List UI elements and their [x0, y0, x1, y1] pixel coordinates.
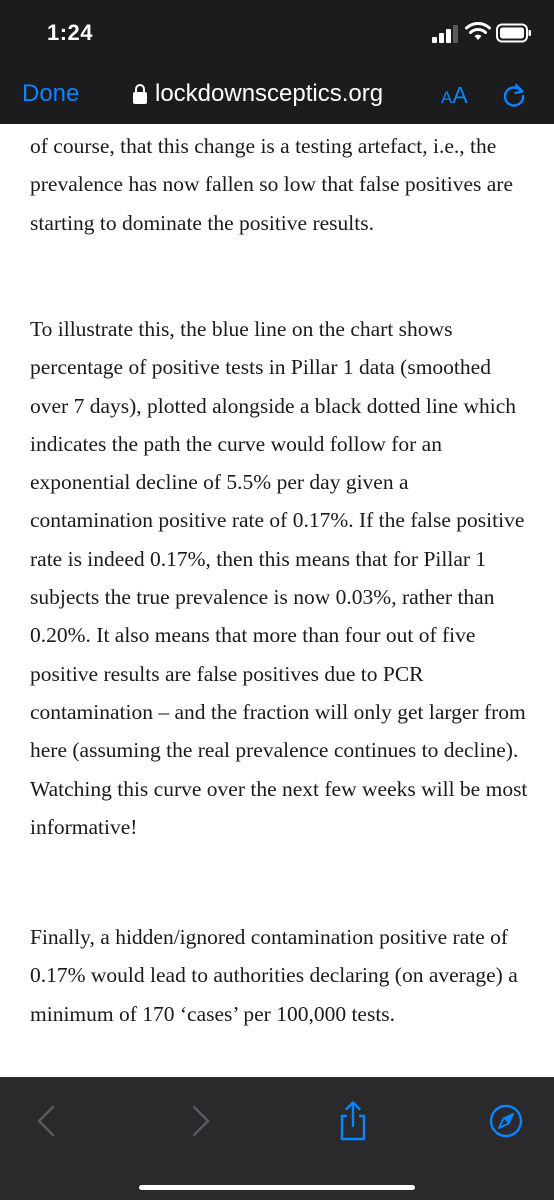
reader-label-small: A — [441, 88, 453, 107]
safari-view-nav-bar — [0, 68, 554, 124]
reload-icon[interactable] — [500, 82, 528, 110]
article-content — [0, 124, 554, 1077]
status-time: 1:24 — [47, 20, 94, 45]
safari-compass-icon[interactable] — [486, 1099, 526, 1143]
done-button[interactable]: Done — [22, 80, 80, 107]
article-paragraph-3: Finally, a hidden/ignored contamination positive rate of 0.17% would lead to authorities declaring (on average) a minimum of 170 ‘cases’ per 100,000 tests. — [30, 925, 518, 1026]
back-icon[interactable] — [26, 1099, 66, 1143]
article-paragraph-1: of course, that this change is a testing artefact, i.e., the prevalence has now fallen so low that false positives are starting to dominate the positive results. — [30, 134, 513, 235]
cellular-signal-icon — [432, 25, 460, 43]
article-paragraph-2: To illustrate this, the blue line on the chart shows percentage of positive tests in Pillar 1 data (smoothed over 7 days), plotted alongside a black dotted line which indicates the path the curve would follow for an exponential decline of 5.5% per day given a contamination positive rate of 0.17%. If the false positive rate is indeed 0.17%, then this means that for Pillar 1 subjects the true prevalence is now 0.03%, rather than 0.20%. It also means that more than four out of five positive results are false positives due to PCR contamination – and the fraction will only get larger from here (assuming the real prevalence continues to decline). Watching this curve over the next few weeks will be most informative! — [30, 317, 528, 839]
reader-label-big: A — [452, 82, 468, 108]
lock-icon — [132, 83, 148, 105]
reader-text-size-button[interactable] — [441, 82, 468, 109]
forward-icon[interactable] — [181, 1099, 221, 1143]
battery-icon — [496, 23, 532, 43]
url-text[interactable]: lockdownsceptics.org — [155, 80, 384, 107]
share-icon[interactable] — [333, 1099, 373, 1143]
status-bar — [0, 0, 554, 68]
bottom-toolbar — [0, 1077, 554, 1200]
wifi-icon — [465, 22, 491, 42]
home-indicator — [139, 1185, 415, 1190]
